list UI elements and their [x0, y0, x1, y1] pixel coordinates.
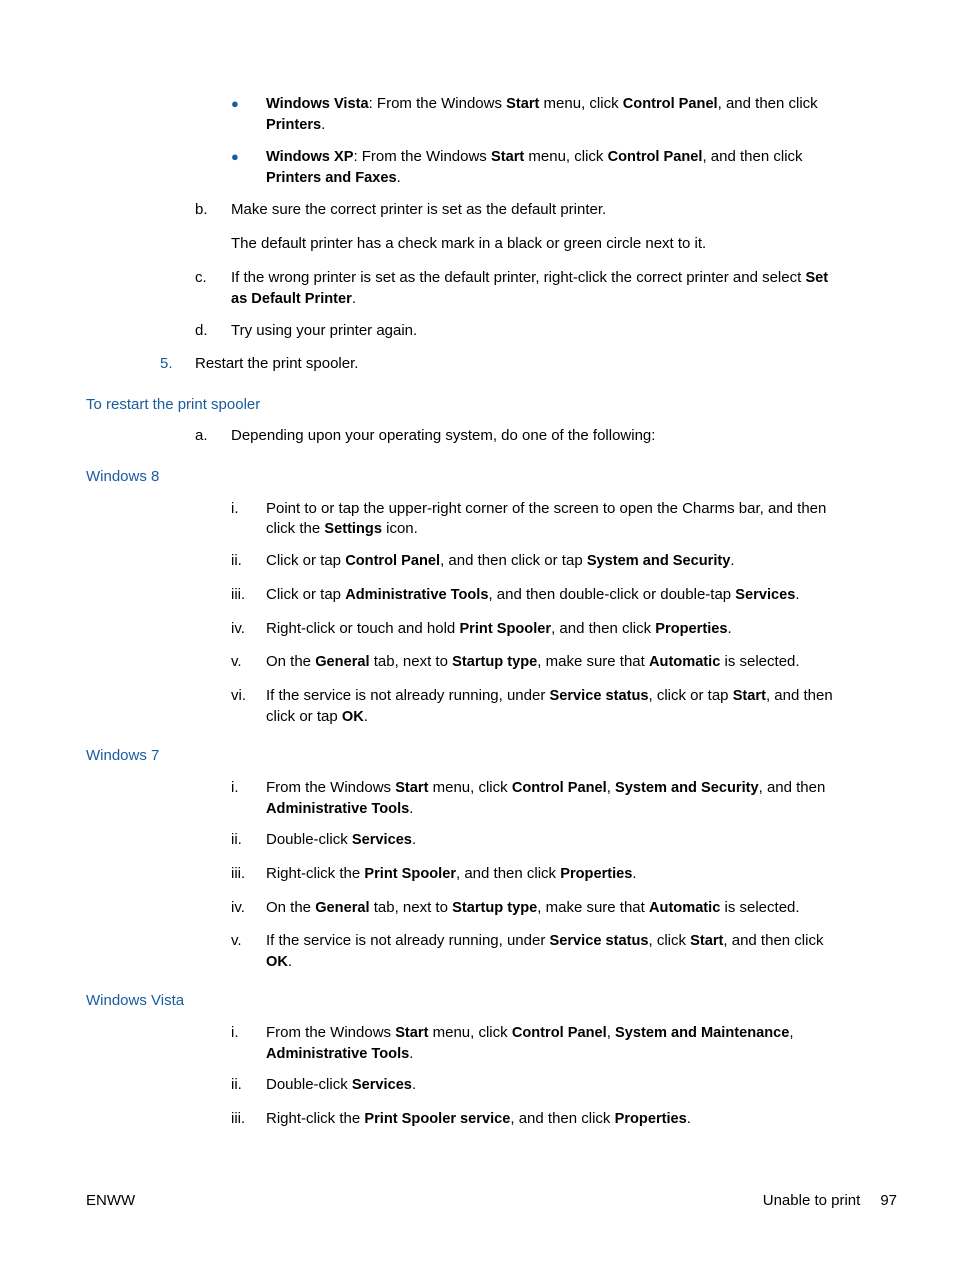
- step-marker: a.: [195, 427, 208, 444]
- win7-step-iv: On the General tab, next to Startup type, make sure that Automatic is selected.: [266, 899, 800, 916]
- win8-step-v: On the General tab, next to Startup type, make sure that Automatic is selected.: [266, 653, 800, 670]
- win7-step-iii: Right-click the Print Spooler, and then click Properties.: [266, 865, 637, 882]
- bullet-icon: ●: [231, 149, 239, 164]
- bullet-windows-vista: Windows Vista: From the Windows Start menu, click Control Panel, and then click Printers.: [266, 95, 818, 133]
- step-marker: d.: [195, 322, 208, 339]
- win8-step-iii: Click or tap Administrative Tools, and then double-click or double-tap Services.: [266, 586, 800, 603]
- vista-step-ii: Double-click Services.: [266, 1076, 417, 1093]
- section-heading-windows-vista: Windows Vista: [86, 992, 185, 1009]
- footer-section-title: Unable to print: [762, 1192, 861, 1209]
- step-marker: v.: [231, 932, 242, 949]
- step-b-note: The default printer has a check mark in a black or green circle next to it.: [231, 235, 707, 252]
- footer-right: [763, 1191, 897, 1210]
- footer-left-label: ENWW: [86, 1192, 136, 1209]
- step-a-text: Depending upon your operating system, do one of the following:: [231, 427, 656, 444]
- step-marker: ii.: [231, 831, 242, 848]
- step-marker: iii.: [231, 865, 246, 882]
- step-number: 5.: [160, 355, 173, 372]
- step-marker: i.: [231, 500, 239, 517]
- step-d-text: Try using your printer again.: [231, 322, 418, 339]
- step-marker: i.: [231, 779, 239, 796]
- page-number: 97: [880, 1192, 897, 1209]
- vista-step-i: From the Windows Start menu, click Control Panel, System and Maintenance, Administrative Tools.: [266, 1024, 794, 1062]
- bullet-icon: ●: [231, 96, 239, 111]
- step-marker: i.: [231, 1024, 239, 1041]
- section-heading-restart-spooler: To restart the print spooler: [86, 396, 261, 413]
- step-marker: iii.: [231, 586, 246, 603]
- win7-step-i: From the Windows Start menu, click Control Panel, System and Security, and then Administrative Tools.: [266, 779, 826, 817]
- step-marker: ii.: [231, 1076, 242, 1093]
- step-marker: vi.: [231, 687, 246, 704]
- step-marker: iv.: [231, 899, 245, 916]
- section-heading-windows-7: Windows 7: [86, 747, 160, 764]
- step-marker: b.: [195, 201, 208, 218]
- bullet-windows-xp: Windows XP: From the Windows Start menu, click Control Panel, and then click Printers and Faxes.: [266, 148, 803, 186]
- win8-step-ii: Click or tap Control Panel, and then click or tap System and Security.: [266, 552, 735, 569]
- win7-step-ii: Double-click Services.: [266, 831, 417, 848]
- step-marker: iv.: [231, 620, 245, 637]
- step-marker: v.: [231, 653, 242, 670]
- step-c-text: If the wrong printer is set as the default printer, right-click the correct printer and select Set as Default Printer.: [231, 269, 829, 307]
- win8-step-i: Point to or tap the upper-right corner of the screen to open the Charms bar, and then click the Settings icon.: [266, 500, 827, 537]
- step-marker: ii.: [231, 552, 242, 569]
- step-b-text: Make sure the correct printer is set as the default printer.: [231, 201, 607, 218]
- step-marker: iii.: [231, 1110, 246, 1127]
- step-5-text: Restart the print spooler.: [195, 355, 359, 372]
- section-heading-windows-8: Windows 8: [86, 468, 160, 485]
- win8-step-vi: If the service is not already running, under Service status, click or tap Start, and then click or tap OK.: [266, 687, 833, 725]
- step-marker: c.: [195, 269, 207, 286]
- win7-step-v: If the service is not already running, under Service status, click Start, and then click OK.: [266, 932, 824, 970]
- win8-step-iv: Right-click or touch and hold Print Spooler, and then click Properties.: [266, 620, 732, 637]
- vista-step-iii: Right-click the Print Spooler service, and then click Properties.: [266, 1110, 691, 1127]
